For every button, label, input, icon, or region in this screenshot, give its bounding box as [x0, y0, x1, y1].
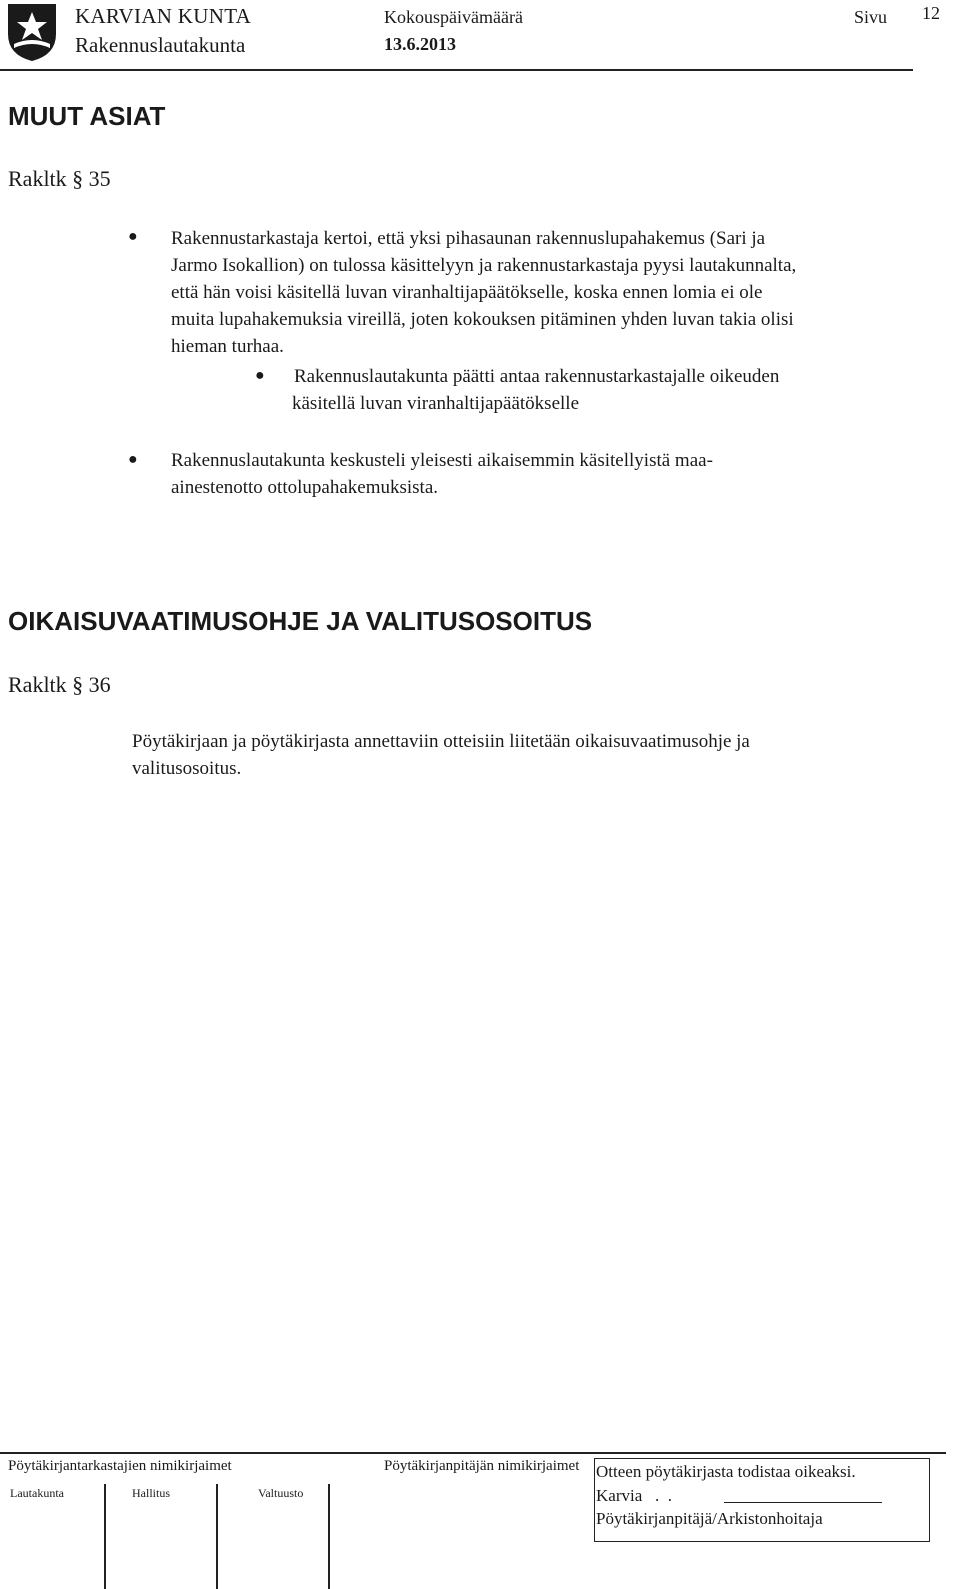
bullet-1-line: Jarmo Isokallion) on tulossa käsittelyyn ja rakennustarkastaja pyysi lautakunnalta, — [171, 255, 797, 276]
municipality-name: KARVIAN KUNTA — [75, 4, 252, 28]
bullet-2-line: ainestenotto ottolupahakemuksista. — [171, 477, 439, 498]
sub-bullet-line: Rakennuslautakunta päätti antaa rakennustarkastajalle oikeuden — [294, 366, 780, 387]
sub-bullet-marker: ● — [255, 367, 265, 384]
secretary-initials-label: Pöytäkirjanpitäjän nimikirjaimet — [384, 1458, 580, 1474]
page-number: 12 — [922, 3, 940, 23]
column-divider — [216, 1484, 218, 1589]
column-hallitus: Hallitus — [132, 1486, 170, 1500]
bullet-1-line: että hän voisi käsitellä luvan viranhaltijapäätökselle, koska ennen lomia ei ole — [171, 282, 763, 303]
header-divider — [0, 69, 913, 71]
bullet-marker: ● — [128, 451, 138, 468]
inspectors-initials-label: Pöytäkirjantarkastajien nimikirjaimet — [8, 1458, 232, 1474]
meeting-date-label: Kokouspäivämäärä — [384, 7, 523, 27]
bullet-2-line: Rakennuslautakunta keskusteli yleisesti aikaisemmin käsitellyistä maa- — [171, 450, 713, 471]
certification-line-2: Karvia . . — [596, 1486, 673, 1505]
paragraph-ref-36: Rakltk § 36 — [8, 672, 111, 697]
certification-line-1: Otteen pöytäkirjasta todistaa oikeaksi. — [596, 1462, 856, 1481]
sub-bullet-line: käsitellä luvan viranhaltijapäätökselle — [292, 393, 580, 414]
certification-line-3: Pöytäkirjanpitäjä/Arkistonhoitaja — [596, 1509, 823, 1528]
bullet-1-line: hieman turhaa. — [171, 336, 284, 357]
column-lautakunta: Lautakunta — [10, 1486, 64, 1500]
footer-divider — [0, 1452, 946, 1454]
bullet-1-line: Rakennustarkastaja kertoi, että yksi pihasaunan rakennuslupahakemus (Sari ja — [171, 228, 766, 249]
column-divider — [104, 1484, 106, 1589]
board-name: Rakennuslautakunta — [75, 33, 246, 57]
signature-line — [724, 1502, 882, 1503]
page-label: Sivu — [854, 7, 888, 27]
section-2-body-line: valitusosoitus. — [132, 758, 242, 779]
bullet-marker: ● — [128, 228, 138, 245]
paragraph-ref-35: Rakltk § 35 — [8, 166, 111, 191]
column-valtuusto: Valtuusto — [258, 1486, 304, 1500]
bullet-1-text — [171, 225, 796, 360]
section-heading-muut-asiat: MUUT ASIAT — [8, 101, 166, 131]
meeting-date-value: 13.6.2013 — [384, 34, 456, 54]
section-heading-oikaisuvaatimus: OIKAISUVAATIMUSOHJE JA VALITUSOSOITUS — [8, 606, 593, 636]
section-2-body-line: Pöytäkirjaan ja pöytäkirjasta annettaviin otteisiin liitetään oikaisuvaatimusohje ja — [132, 731, 750, 752]
bullet-2-text — [171, 447, 713, 501]
bullet-1-line: muita lupahakemuksia vireillä, joten kokouksen pitäminen yhden luvan takia olisi — [171, 309, 794, 330]
coat-of-arms-icon — [6, 2, 58, 62]
column-divider — [328, 1484, 330, 1589]
section-2-body — [132, 728, 750, 782]
